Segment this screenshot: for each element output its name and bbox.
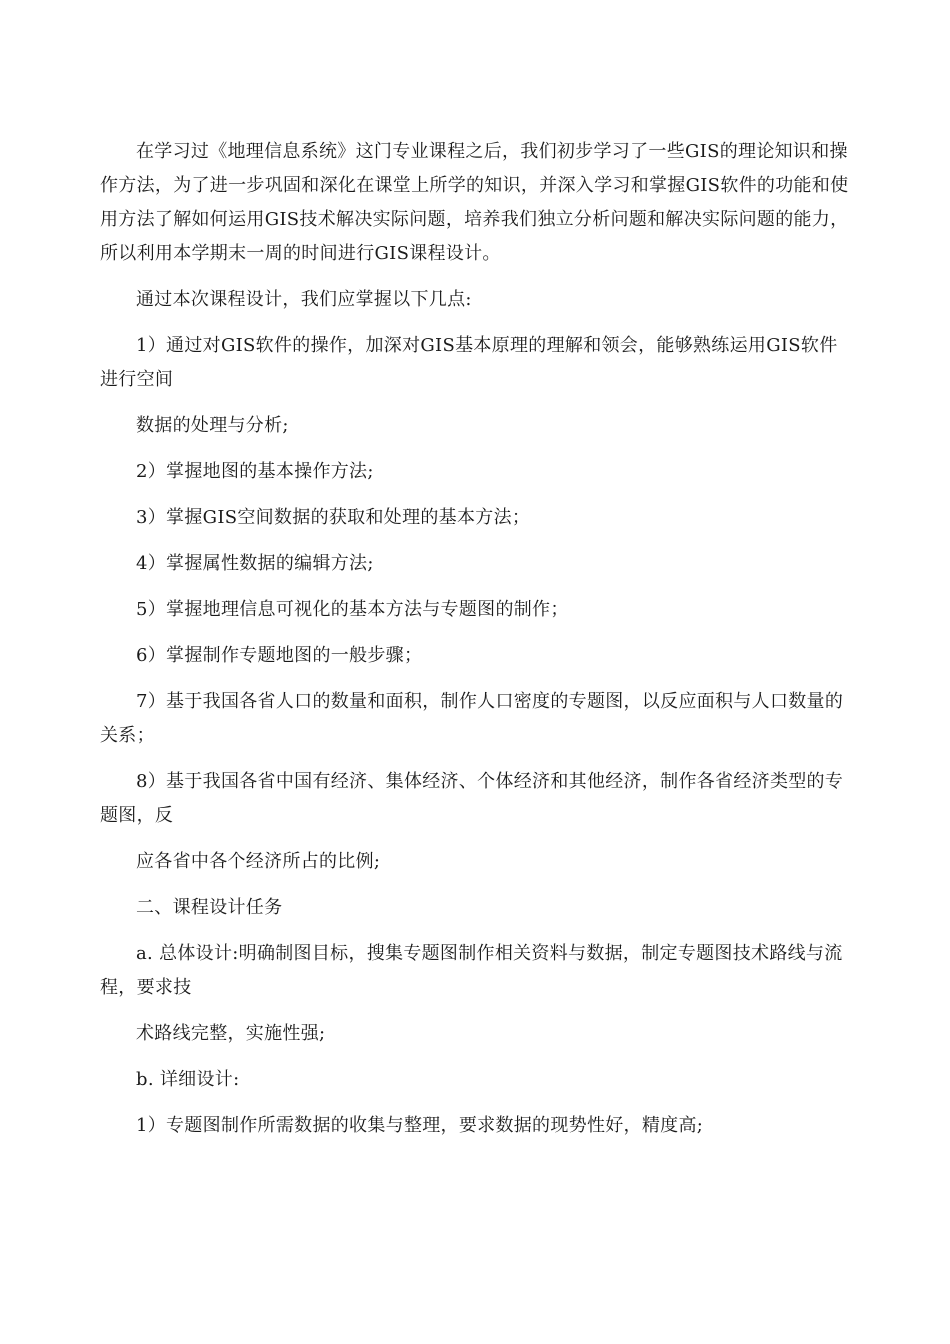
objective-item-1-continued: 数据的处理与分析; [136,415,289,436]
task-overall-design-continued: 术路线完整，实施性强; [136,1023,326,1044]
objective-item-5: 5）掌握地理信息可视化的基本方法与专题图的制作； [136,599,569,620]
task-detailed-design: b. 详细设计: [136,1069,240,1090]
section-heading-tasks: 二、课程设计任务 [136,897,283,918]
objective-item-8-continued: 应各省中各个经济所占的比例; [136,851,381,872]
objective-item-4: 4）掌握属性数据的编辑方法; [136,553,374,574]
intro-paragraph: 在学习过《地理信息系统》这门专业课程之后，我们初步学习了一些GIS的理论知识和操作方法，为了进一步巩固和深化在课堂上所学的知识，并深入学习和掌握GIS软件的功能和使用方法了解如何运用GIS技术解决实际问题，培养我们独立分析问题和解决实际问题的能力，所以利用本学期末一周的时间进行GIS课程设计。 [100,141,849,264]
objective-item-1: 1）通过对GIS软件的操作，加深对GIS基本原理的理解和领会，能够熟练运用GIS软件进行空间 [100,335,838,390]
objectives-heading: 通过本次课程设计，我们应掌握以下几点: [136,289,472,310]
task-overall-design: a. 总体设计:明确制图目标，搜集专题图制作相关资料与数据，制定专题图技术路线与流程，要求技 [100,943,843,998]
objective-item-3: 3）掌握GIS空间数据的获取和处理的基本方法； [136,507,531,528]
objective-item-6: 6）掌握制作专题地图的一般步骤； [136,645,423,666]
objective-item-7: 7）基于我国各省人口的数量和面积，制作人口密度的专题图，以反应面积与人口数量的关系； [100,691,844,746]
detailed-design-item-1: 1）专题图制作所需数据的收集与整理，要求数据的现势性好，精度高; [136,1115,704,1136]
document-body [100,135,850,1143]
objective-item-2: 2）掌握地图的基本操作方法; [136,461,374,482]
objective-item-8: 8）基于我国各省中国有经济、集体经济、个体经济和其他经济，制作各省经济类型的专题图，反 [100,771,844,826]
